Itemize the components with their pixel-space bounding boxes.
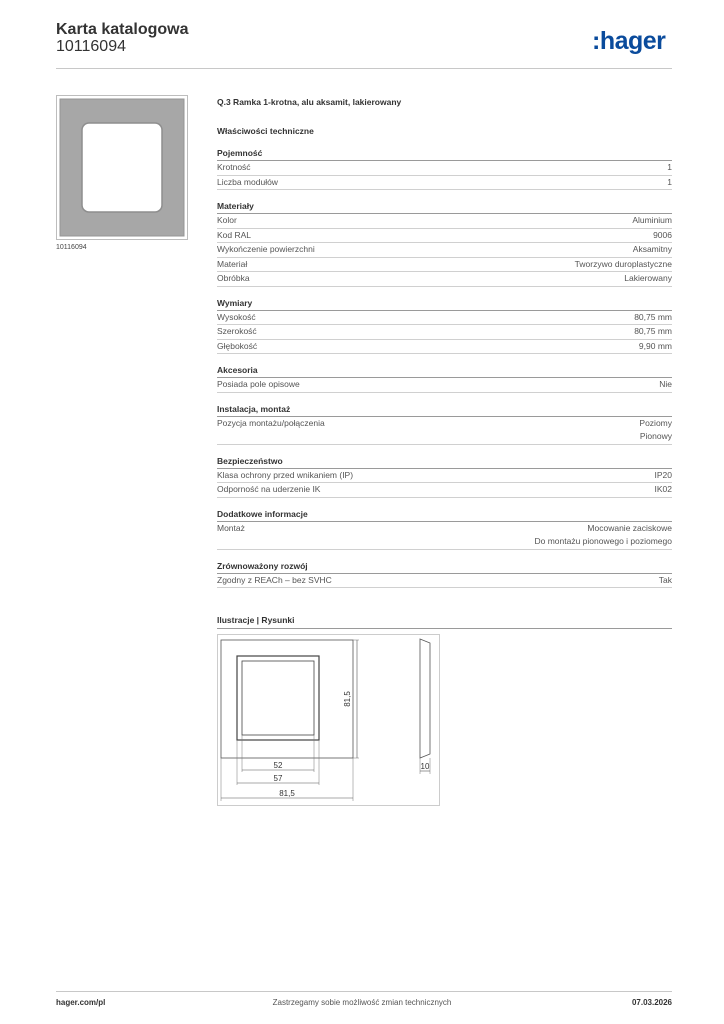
technical-drawing bbox=[217, 634, 440, 806]
property-value-line: Pionowy bbox=[639, 431, 672, 441]
property-row bbox=[217, 229, 672, 244]
property-value bbox=[534, 522, 672, 549]
property-group bbox=[217, 200, 672, 287]
property-value-line: Mocowanie zaciskowe bbox=[587, 522, 672, 533]
property-row bbox=[217, 243, 672, 258]
footer-website[interactable]: hager.com/pl bbox=[56, 998, 106, 1007]
property-value bbox=[575, 258, 672, 272]
illustrations-title: Ilustracje | Rysunki bbox=[217, 615, 295, 625]
group-title: Bezpieczeństwo bbox=[217, 455, 672, 469]
property-value bbox=[624, 272, 672, 286]
property-value-line: Poziomy bbox=[639, 417, 672, 428]
property-value bbox=[659, 574, 672, 588]
property-label: Posiada pole opisowe bbox=[217, 379, 300, 389]
property-row bbox=[217, 258, 672, 273]
property-label: Odporność na uderzenie IK bbox=[217, 484, 321, 494]
property-row bbox=[217, 340, 672, 355]
frame-picture bbox=[57, 96, 187, 239]
property-row bbox=[217, 325, 672, 340]
section-title: Właściwości techniczne bbox=[217, 126, 314, 136]
property-value bbox=[667, 176, 672, 190]
property-label: Wykończenie powierzchni bbox=[217, 244, 315, 254]
property-value-line: IP20 bbox=[654, 469, 672, 480]
footer-notice: Zastrzegamy sobie możliwość zmian technicznych bbox=[272, 998, 452, 1007]
property-value bbox=[639, 417, 672, 444]
property-label: Wysokość bbox=[217, 311, 256, 322]
group-title: Pojemność bbox=[217, 147, 672, 161]
dim-depth-label: 10 bbox=[420, 762, 430, 771]
property-value-line: Aksamitny bbox=[632, 244, 672, 254]
dim-height-label: 81,5 bbox=[343, 691, 352, 707]
property-value-line: 1 bbox=[667, 176, 672, 187]
property-row bbox=[217, 272, 672, 287]
product-code: 10116094 bbox=[56, 38, 126, 55]
side-view bbox=[420, 639, 430, 758]
property-group bbox=[217, 403, 672, 445]
property-row bbox=[217, 483, 672, 498]
property-value bbox=[634, 311, 672, 325]
property-label: Liczba modułów bbox=[217, 176, 278, 187]
property-value-line: 9,90 mm bbox=[638, 340, 672, 351]
page-title: Karta katalogowa bbox=[56, 21, 189, 38]
property-label: Klasa ochrony przed wnikaniem (IP) bbox=[217, 469, 354, 480]
front-inner bbox=[242, 661, 314, 735]
drawing-border bbox=[218, 635, 440, 806]
property-value bbox=[632, 214, 672, 228]
property-label: Krotność bbox=[217, 162, 251, 172]
illustrations-divider bbox=[217, 628, 672, 629]
property-value bbox=[633, 243, 672, 257]
property-value bbox=[634, 325, 672, 339]
property-value-line: IK02 bbox=[654, 484, 672, 494]
property-value-line: Tak bbox=[658, 574, 672, 585]
property-label: Obróbka bbox=[217, 273, 250, 283]
property-value-line: Nie bbox=[659, 379, 672, 389]
footer-divider bbox=[56, 991, 672, 992]
properties-list bbox=[217, 147, 672, 588]
property-label: Montaż bbox=[217, 522, 245, 533]
dim-inner-label: 52 bbox=[273, 761, 283, 770]
property-label: Szerokość bbox=[217, 326, 257, 336]
property-row bbox=[217, 378, 672, 393]
property-value-line: 80,75 mm bbox=[634, 326, 672, 336]
property-group bbox=[217, 508, 672, 550]
hager-logo: :hager bbox=[592, 27, 666, 55]
property-value bbox=[667, 161, 672, 175]
property-value-line: 1 bbox=[667, 162, 672, 172]
property-group bbox=[217, 297, 672, 355]
property-row bbox=[217, 469, 672, 484]
property-group bbox=[217, 455, 672, 498]
property-row bbox=[217, 417, 672, 445]
property-value bbox=[639, 340, 672, 354]
technical-content bbox=[217, 95, 672, 588]
property-value-line: Do montażu pionowego i poziomego bbox=[534, 536, 672, 546]
dim-outer-label: 81,5 bbox=[279, 789, 295, 798]
group-title: Akcesoria bbox=[217, 364, 672, 378]
property-label: Zgodny z REACh – bez SVHC bbox=[217, 574, 332, 585]
property-value-line: 9006 bbox=[653, 229, 672, 240]
dimension-drawing bbox=[217, 634, 440, 806]
property-label: Materiał bbox=[217, 258, 248, 269]
image-caption: 10116094 bbox=[56, 244, 87, 251]
property-value bbox=[655, 469, 673, 483]
property-group bbox=[217, 147, 672, 190]
property-row bbox=[217, 311, 672, 326]
property-group bbox=[217, 364, 672, 393]
property-value bbox=[659, 378, 672, 392]
property-label: Kod RAL bbox=[217, 229, 252, 240]
property-value bbox=[653, 229, 672, 243]
group-title: Wymiary bbox=[217, 297, 672, 311]
property-label: Pozycja montażu/połączenia bbox=[217, 417, 325, 428]
product-image bbox=[56, 95, 188, 240]
property-group bbox=[217, 560, 672, 589]
property-value-line: 80,75 mm bbox=[634, 311, 672, 322]
property-value-line: Tworzywo duroplastyczne bbox=[574, 258, 672, 269]
property-value bbox=[655, 483, 673, 497]
property-row bbox=[217, 161, 672, 176]
property-value-line: Lakierowany bbox=[624, 273, 672, 283]
product-name: Q.3 Ramka 1-krotna, alu aksamit, lakierowany bbox=[217, 97, 402, 107]
property-label: Głębokość bbox=[217, 340, 258, 351]
property-row bbox=[217, 214, 672, 229]
property-row bbox=[217, 522, 672, 550]
property-value-line: Aluminium bbox=[632, 215, 672, 225]
dim-middle-label: 57 bbox=[273, 774, 283, 783]
property-row bbox=[217, 176, 672, 191]
property-row bbox=[217, 574, 672, 589]
property-label: Kolor bbox=[217, 215, 237, 225]
group-title: Zrównoważony rozwój bbox=[217, 560, 672, 574]
group-title: Materiały bbox=[217, 200, 672, 214]
group-title: Dodatkowe informacje bbox=[217, 508, 672, 522]
front-middle bbox=[237, 656, 319, 740]
group-title: Instalacja, montaż bbox=[217, 403, 672, 417]
footer-date: 07.03.2026 bbox=[631, 998, 672, 1007]
header-divider bbox=[56, 68, 672, 69]
